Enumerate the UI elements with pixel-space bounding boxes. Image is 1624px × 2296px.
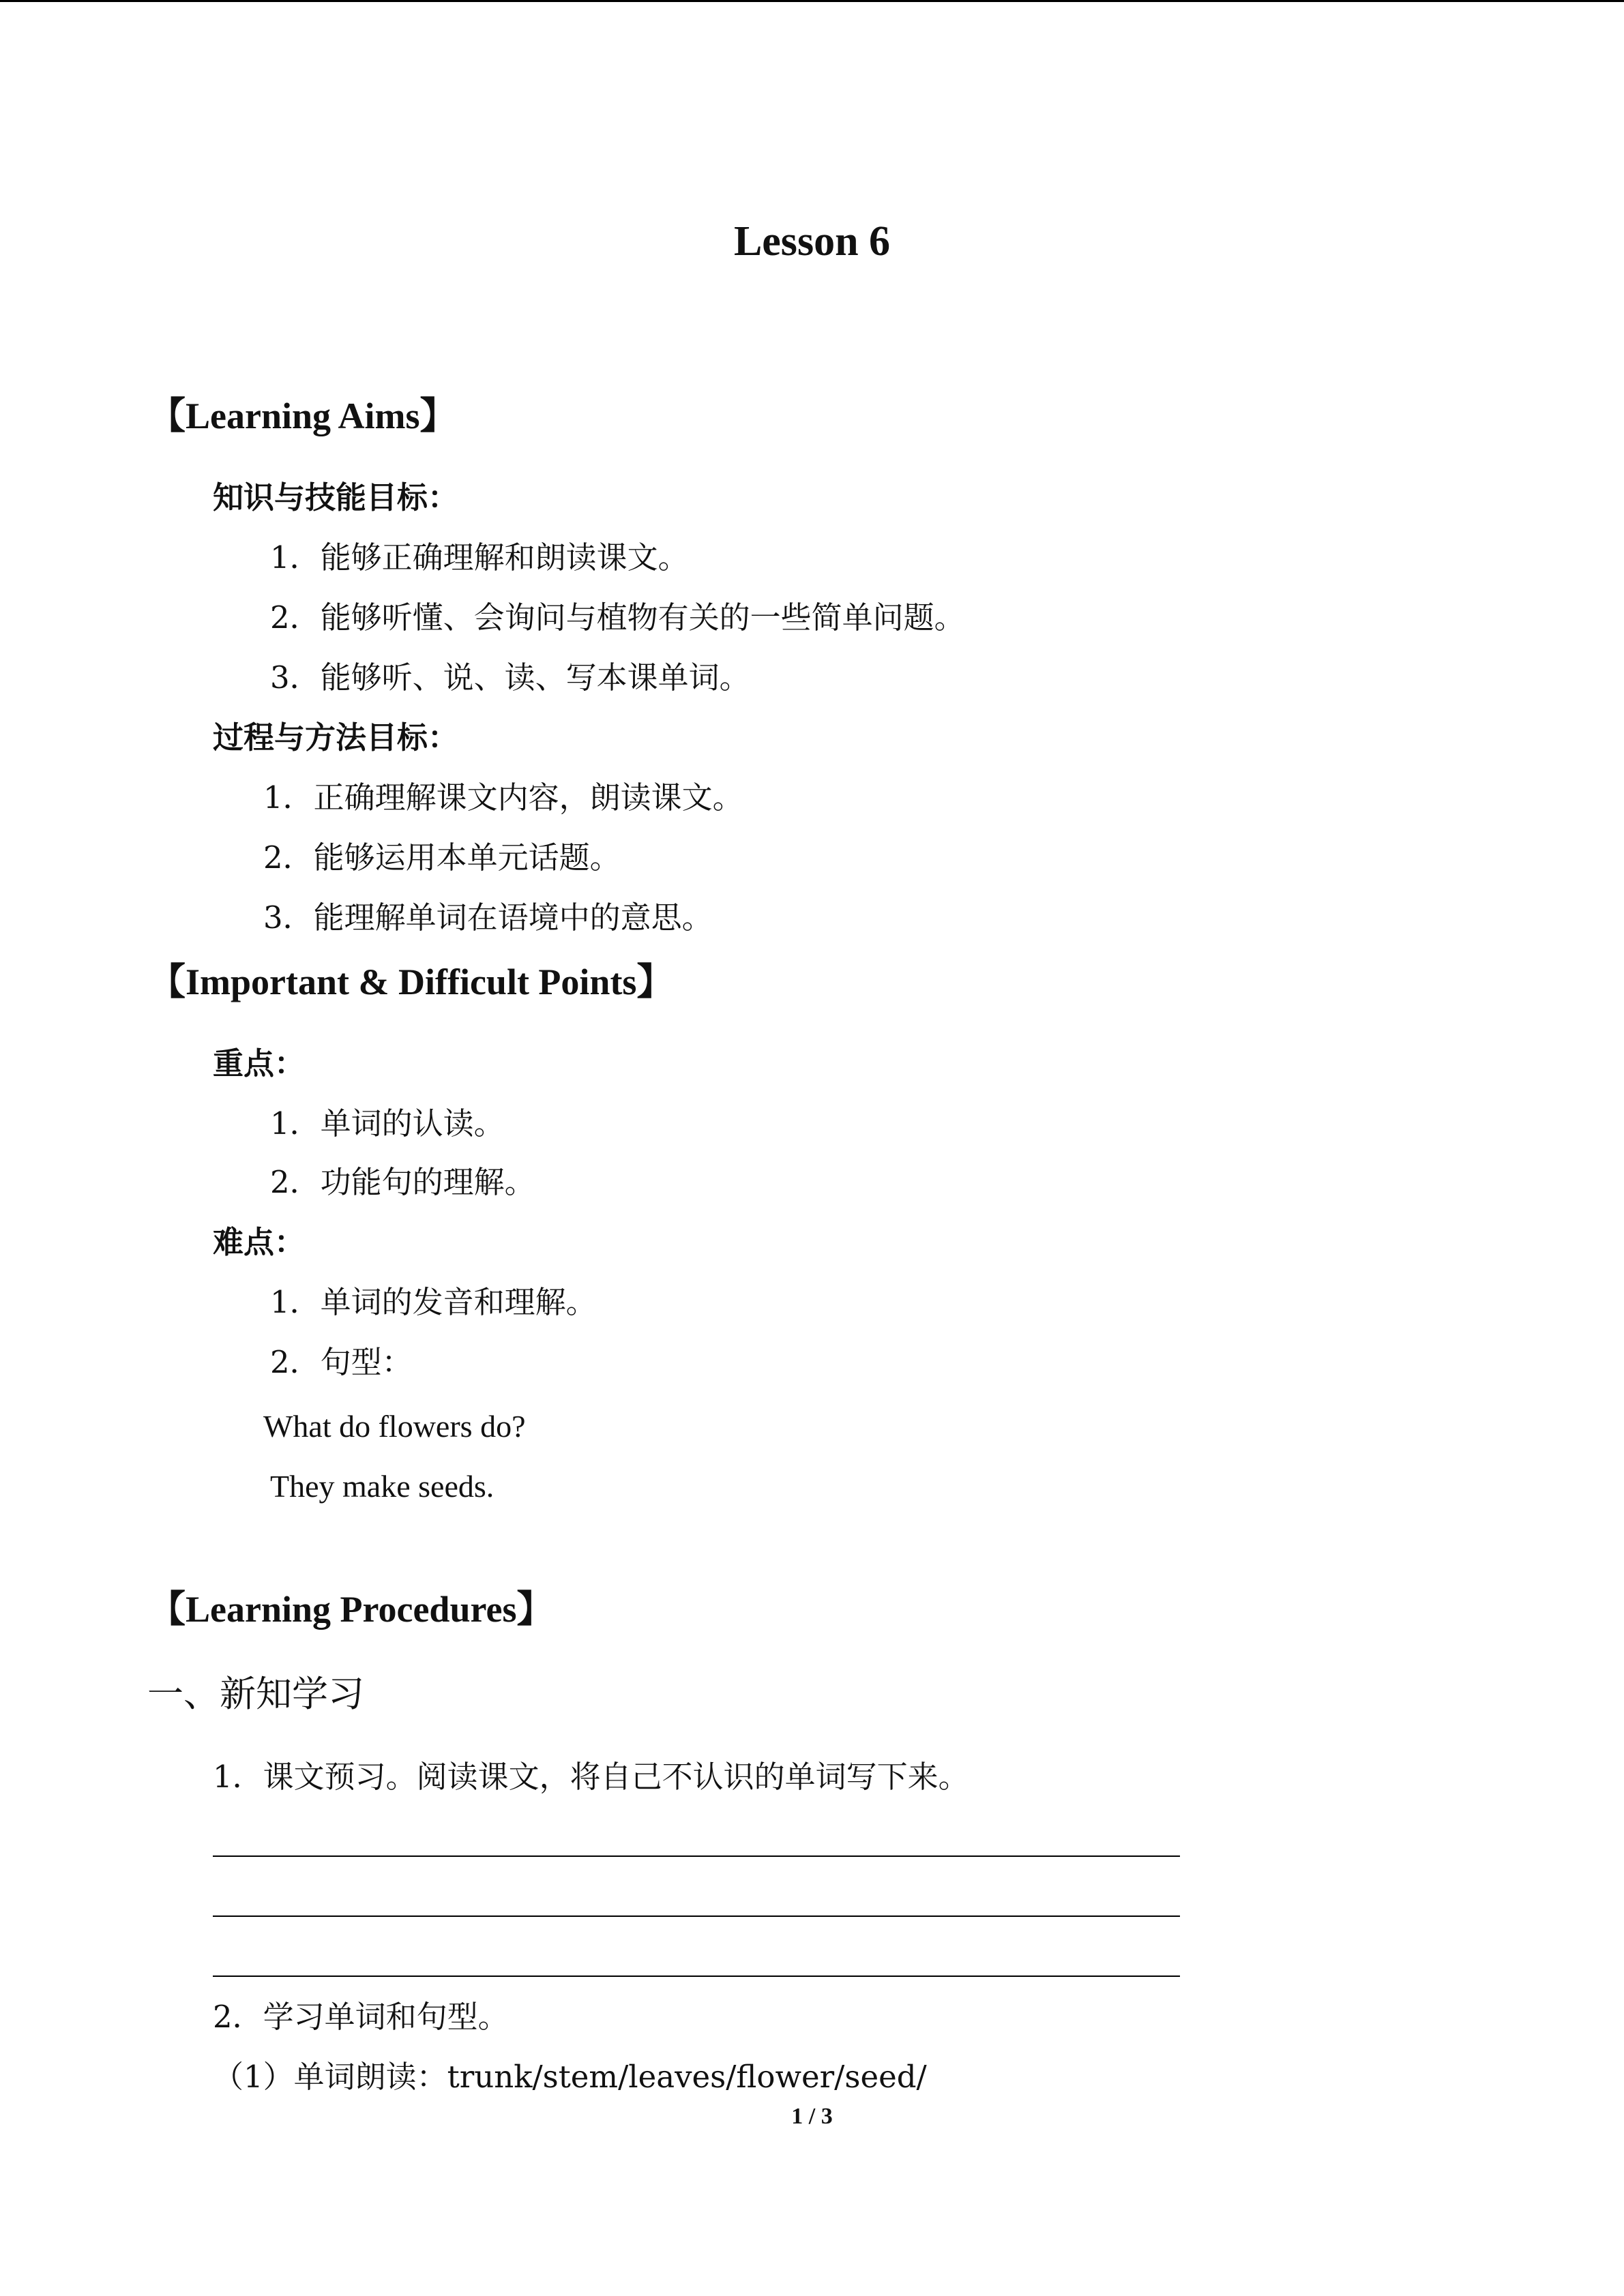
answer-line-1 [213, 1855, 1180, 1857]
knowledge-item-3: 3．能够听、说、读、写本课单词。 [270, 659, 750, 696]
key-item-1: 1．单词的认读。 [270, 1105, 505, 1142]
process-item-3: 3．能理解单词在语境中的意思。 [263, 899, 713, 936]
important-difficult-heading: 【Important & Difficult Points】 [149, 961, 674, 1002]
step2-text: 2．学习单词和句型。 [213, 1999, 509, 2035]
step1-text: 1．课文预习。阅读课文，将自己不认识的单词写下来。 [213, 1759, 969, 1795]
process-item-2: 2．能够运用本单元话题。 [263, 839, 621, 876]
knowledge-item-2: 2．能够听懂、会询问与植物有关的一些简单问题。 [270, 599, 965, 636]
key-item-2: 2．功能句的理解。 [270, 1164, 535, 1200]
answer-line-3 [213, 1976, 1180, 1977]
difficult-item-2: 2．句型： [270, 1344, 413, 1380]
part1-title: 一、新知学习 [147, 1673, 364, 1715]
page-number: 1 / 3 [791, 2104, 833, 2129]
key-points-label: 重点： [213, 1045, 306, 1082]
knowledge-item-1: 1．能够正确理解和朗读课文。 [270, 539, 689, 576]
process-method-label: 过程与方法目标： [213, 719, 459, 756]
learning-aims-heading: 【Learning Aims】 [149, 396, 457, 436]
process-item-1: 1．正确理解课文内容，朗读课文。 [263, 779, 743, 816]
difficult-points-label: 难点： [213, 1224, 306, 1260]
learning-procedures-heading: 【Learning Procedures】 [149, 1589, 554, 1630]
step2-sub1-text: （1）单词朗读：trunk/stem/leaves/flower/seed/ [213, 2059, 927, 2095]
page-title: Lesson 6 [733, 218, 891, 265]
difficult-item-1: 1．单词的发音和理解。 [270, 1284, 597, 1320]
sentence-answer: They make seeds. [270, 1469, 494, 1504]
sentence-question: What do flowers do? [263, 1409, 526, 1444]
knowledge-skills-label: 知识与技能目标： [213, 479, 459, 516]
answer-line-2 [213, 1915, 1180, 1917]
